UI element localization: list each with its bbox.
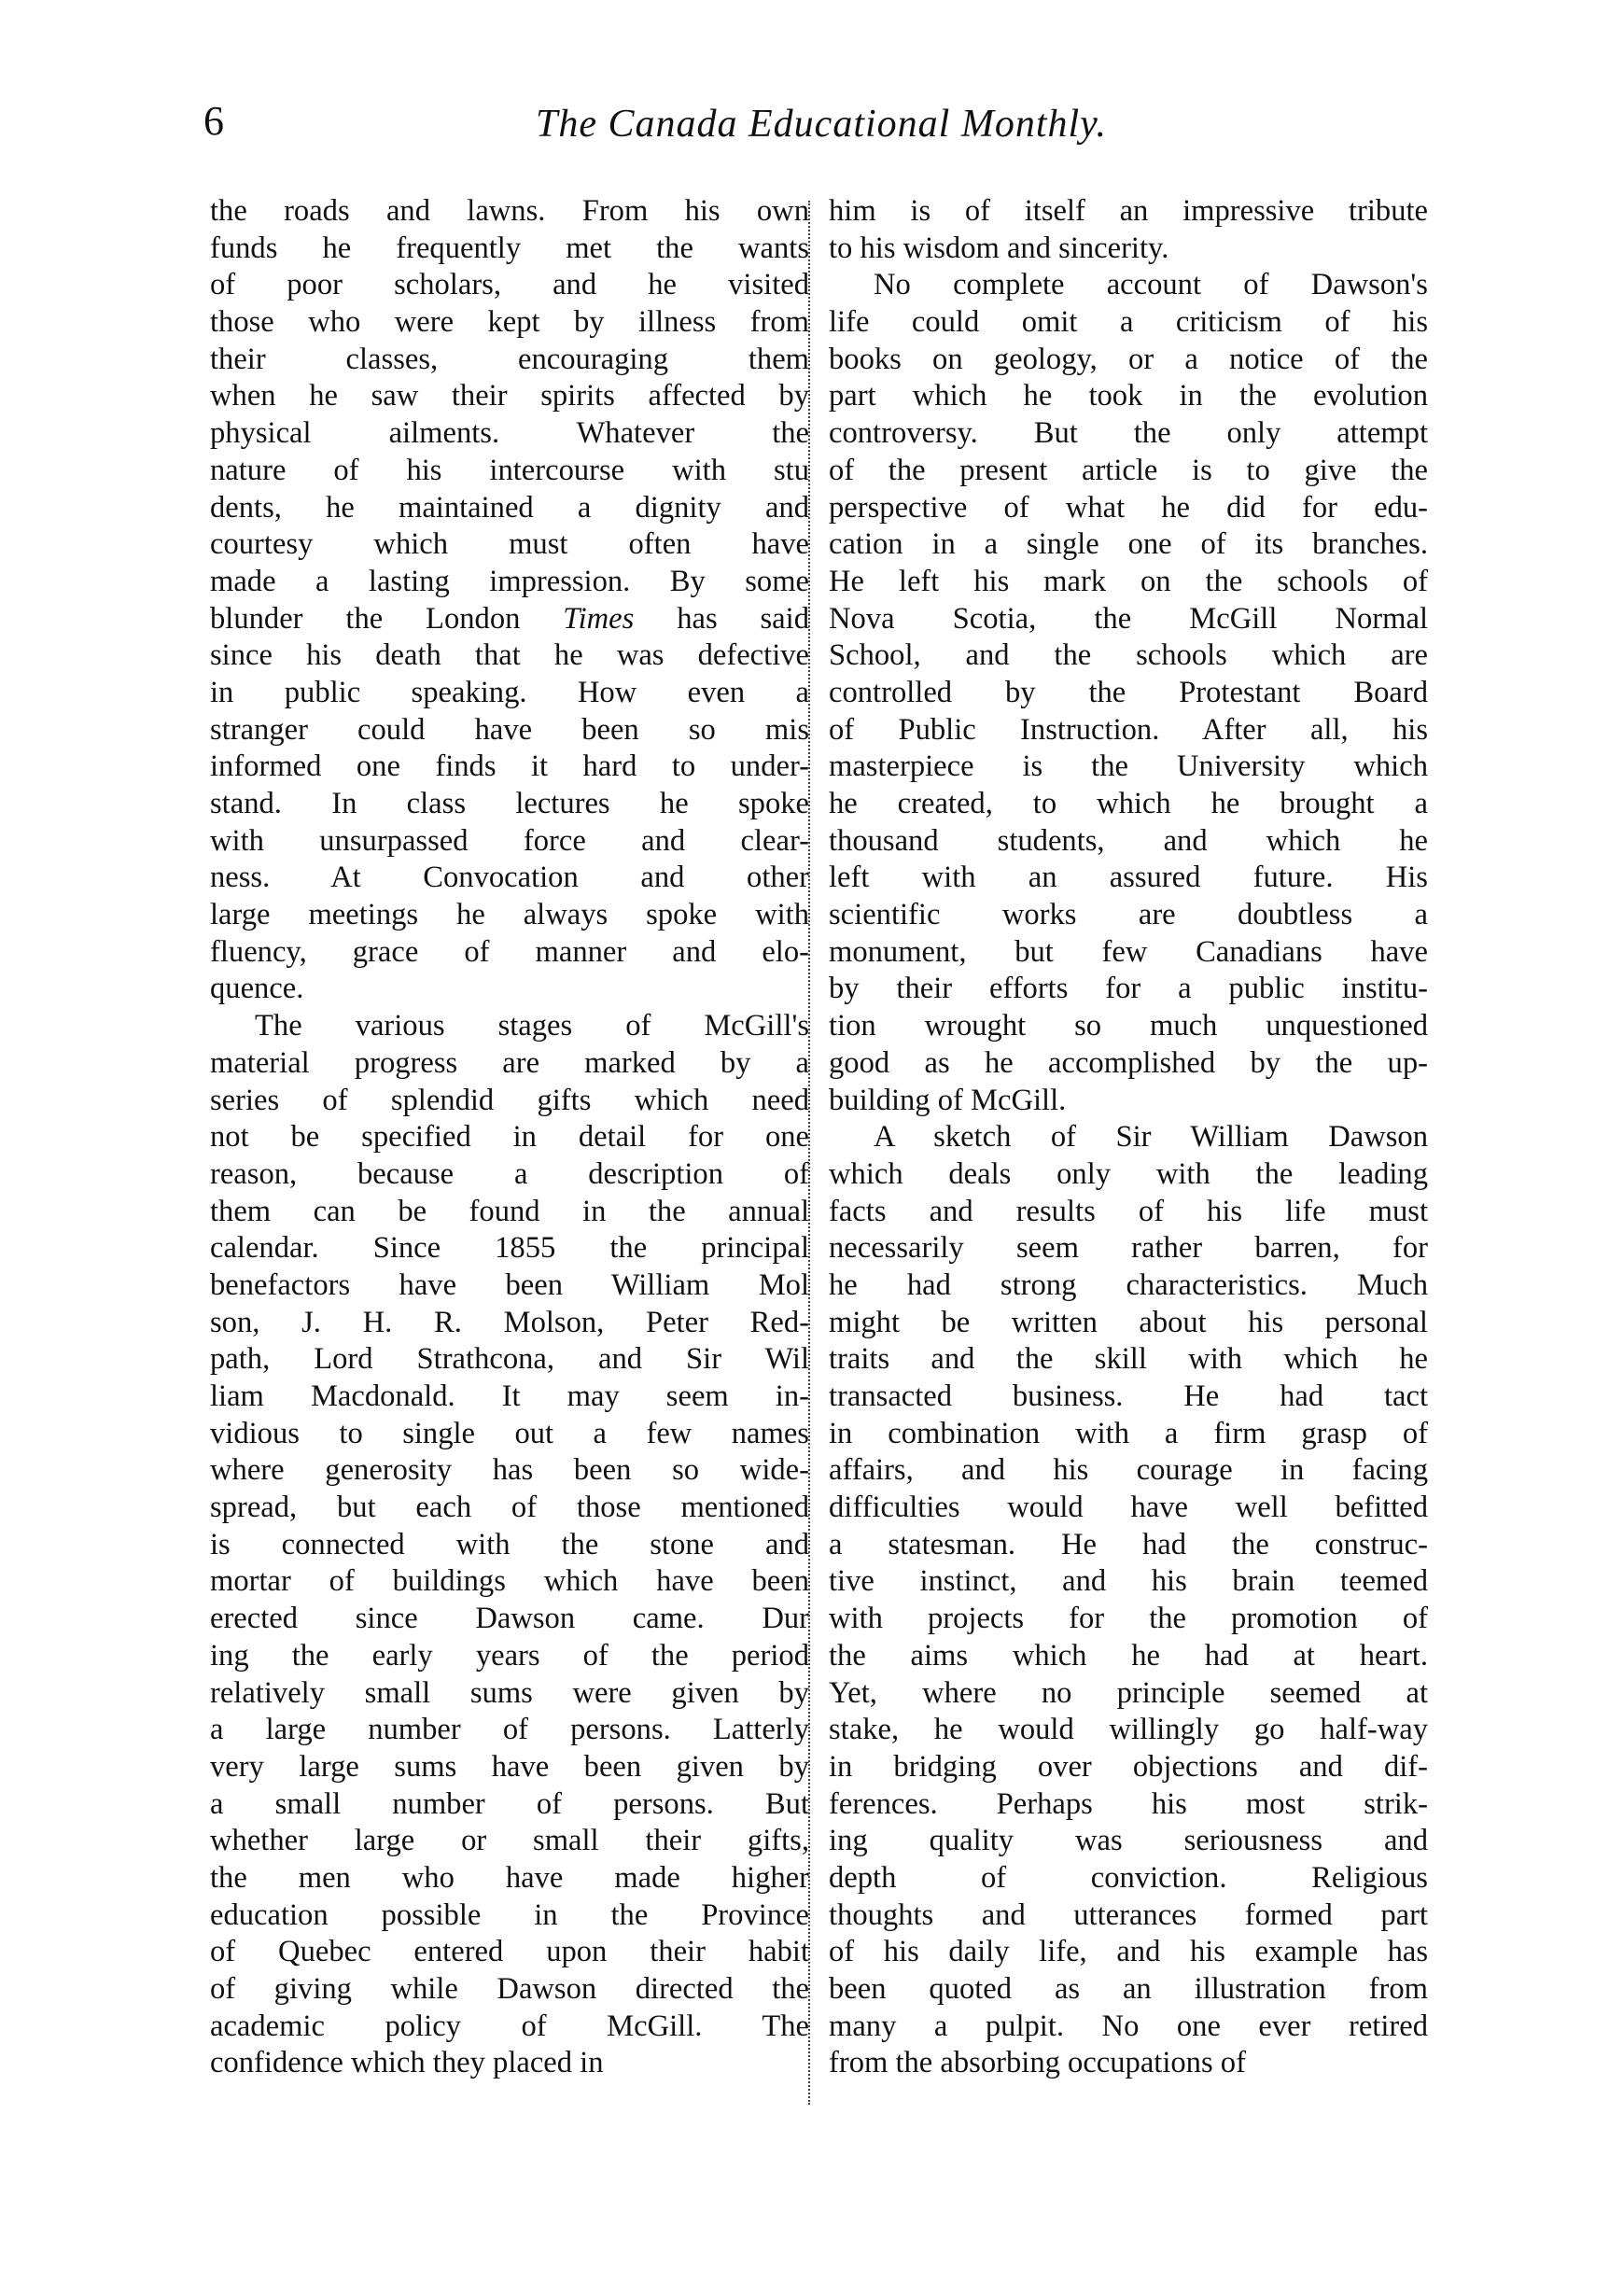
text-line: Yet, where no principle seemed at — [829, 1675, 1428, 1710]
text-line: of giving while Dawson directed the — [210, 1972, 809, 2006]
text-line: where generosity has been so wide- — [210, 1453, 809, 1488]
text-line: in bridging over objections and dif- — [829, 1749, 1428, 1784]
text-line: nature of his intercourse with stu — [210, 453, 809, 487]
text-line: them can be found in the annual — [210, 1194, 809, 1228]
text-line: series of splendid gifts which need — [210, 1083, 809, 1117]
text-line: their classes, encouraging them — [210, 342, 809, 376]
text-line: necessarily seem rather barren, for — [829, 1231, 1428, 1266]
text-line: affairs, and his courage in facing — [829, 1453, 1428, 1488]
page-number: 6 — [203, 98, 224, 144]
text-line: of Public Instruction. After all, his — [829, 712, 1428, 747]
text-line: No complete account of Dawson's — [874, 268, 1428, 302]
text-line: thoughts and utterances formed part — [829, 1897, 1428, 1932]
text-line: with unsurpassed force and clear- — [210, 823, 809, 858]
text-line: controversy. But the only attempt — [829, 416, 1428, 451]
text-line: cation in a single one of its branches. — [829, 527, 1428, 562]
text-line: Nova Scotia, the McGill Normal — [829, 601, 1428, 636]
text-line: relatively small sums were given by — [210, 1675, 809, 1710]
text-line: perspective of what he did for edu- — [829, 490, 1428, 525]
text-line: difficulties would have well befitted — [829, 1491, 1428, 1525]
text-line: books on geology, or a notice of the — [829, 342, 1428, 376]
text-line: A sketch of Sir William Dawson — [874, 1120, 1428, 1155]
text-line: He left his mark on the schools of — [829, 564, 1428, 598]
right-text-column — [829, 193, 1428, 2082]
text-line: monument, but few Canadians have — [829, 934, 1428, 969]
text-line: material progress are marked by a — [210, 1045, 809, 1080]
text-line: is connected with the stone and — [210, 1527, 809, 1561]
text-line: erected since Dawson came. Dur — [210, 1602, 809, 1636]
text-line: of the present article is to give the — [829, 453, 1428, 487]
text-line: been quoted as an illustration from — [829, 1972, 1428, 2006]
text-line: of poor scholars, and he visited — [210, 268, 809, 302]
text-line: masterpiece is the University which — [829, 749, 1428, 784]
text-line: by their efforts for a public institu- — [829, 972, 1428, 1006]
text-line: with projects for the promotion of — [829, 1602, 1428, 1636]
text-line: calendar. Since 1855 the principal — [210, 1231, 809, 1266]
text-line: part which he took in the evolution — [829, 379, 1428, 413]
text-line: in combination with a firm grasp of — [829, 1416, 1428, 1450]
text-line: building of McGill. — [829, 1083, 1067, 1117]
text-line: depth of conviction. Religious — [829, 1860, 1428, 1895]
text-line: stranger could have been so mis — [210, 712, 809, 747]
text-line: courtesy which must often have — [210, 527, 809, 562]
text-line: liam Macdonald. It may seem in- — [210, 1379, 809, 1413]
text-line: of his daily life, and his example has — [829, 1935, 1428, 1969]
left-text-column — [210, 193, 809, 2082]
text-line: tion wrought so much unquestioned — [829, 1009, 1428, 1043]
text-line: life could omit a criticism of his — [829, 305, 1428, 340]
text-line: the roads and lawns. From his own — [210, 194, 809, 228]
text-line: vidious to single out a few names — [210, 1416, 809, 1450]
text-line: traits and the skill with which he — [829, 1342, 1428, 1377]
text-line: those who were kept by illness from — [210, 305, 809, 340]
text-line: a statesman. He had the construc- — [829, 1527, 1428, 1561]
text-line: funds he frequently met the wants — [210, 231, 809, 265]
column-divider — [808, 201, 810, 2105]
text-line: physical ailments. Whatever the — [210, 416, 809, 451]
text-line: reason, because a description of — [210, 1156, 809, 1191]
text-line: to his wisdom and sincerity. — [829, 231, 1169, 265]
text-line: academic policy of McGill. The — [210, 2009, 809, 2043]
text-line: controlled by the Protestant Board — [829, 675, 1428, 709]
text-line: fluency, grace of manner and elo- — [210, 934, 809, 969]
text-line: stand. In class lectures he spoke — [210, 787, 809, 820]
text-line: good as he accomplished by the up- — [829, 1045, 1428, 1080]
text-line: left with an assured future. His — [829, 861, 1428, 895]
text-line: which deals only with the leading — [829, 1156, 1428, 1191]
text-line: facts and results of his life must — [829, 1194, 1428, 1228]
text-line: in public speaking. How even a — [210, 675, 809, 709]
text-line: blunder the London Times has said — [210, 601, 809, 636]
text-line: informed one finds it hard to under- — [210, 749, 809, 784]
text-line: ness. At Convocation and other — [210, 861, 809, 895]
text-line: made a lasting impression. By some — [210, 564, 809, 598]
text-line: education possible in the Province — [210, 1897, 809, 1932]
text-line: scientific works are doubtless a — [829, 898, 1428, 932]
text-line: the aims which he had at heart. — [829, 1638, 1428, 1673]
text-line: from the absorbing occupations of — [829, 2046, 1246, 2080]
text-line: him is of itself an impressive tribute — [829, 194, 1428, 228]
text-line: mortar of buildings which have been — [210, 1564, 809, 1599]
text-line: he created, to which he brought a — [829, 787, 1428, 820]
text-line: dents, he maintained a dignity and — [210, 490, 809, 525]
text-line: thousand students, and which he — [829, 823, 1428, 858]
text-line: ing the early years of the period — [210, 1638, 809, 1673]
text-line: he had strong characteristics. Much — [829, 1267, 1428, 1302]
text-line: of Quebec entered upon their habit — [210, 1935, 809, 1969]
text-line: ing quality was seriousness and — [829, 1824, 1428, 1858]
text-line: a large number of persons. Latterly — [210, 1713, 809, 1747]
text-line: quence. — [210, 972, 304, 1006]
text-line: stake, he would willingly go half-way — [829, 1713, 1428, 1747]
text-line: when he saw their spirits affected by — [210, 379, 809, 413]
running-title: The Canada Educational Monthly. — [536, 103, 1107, 146]
text-line: The various stages of McGill's — [255, 1009, 809, 1043]
text-line: a small number of persons. But — [210, 1786, 809, 1821]
text-line: might be written about his personal — [829, 1305, 1428, 1339]
text-line: large meetings he always spoke with — [210, 898, 809, 932]
text-line: confidence which they placed in — [210, 2046, 604, 2080]
text-line: whether large or small their gifts, — [210, 1824, 809, 1858]
text-line: transacted business. He had tact — [829, 1379, 1428, 1413]
text-line: very large sums have been given by — [210, 1749, 809, 1784]
text-line: path, Lord Strathcona, and Sir Wil — [210, 1342, 809, 1377]
text-line: tive instinct, and his brain teemed — [829, 1564, 1428, 1599]
text-line: many a pulpit. No one ever retired — [829, 2009, 1428, 2043]
text-line: the men who have made higher — [210, 1860, 809, 1895]
text-line: not be specified in detail for one — [210, 1120, 809, 1155]
text-line: School, and the schools which are — [829, 638, 1428, 673]
text-line: spread, but each of those mentioned — [210, 1491, 809, 1525]
text-line: since his death that he was defective — [210, 638, 809, 673]
text-line: son, J. H. R. Molson, Peter Red- — [210, 1305, 809, 1339]
text-line: benefactors have been William Mol — [210, 1267, 809, 1302]
text-line: ferences. Perhaps his most strik- — [829, 1786, 1428, 1821]
